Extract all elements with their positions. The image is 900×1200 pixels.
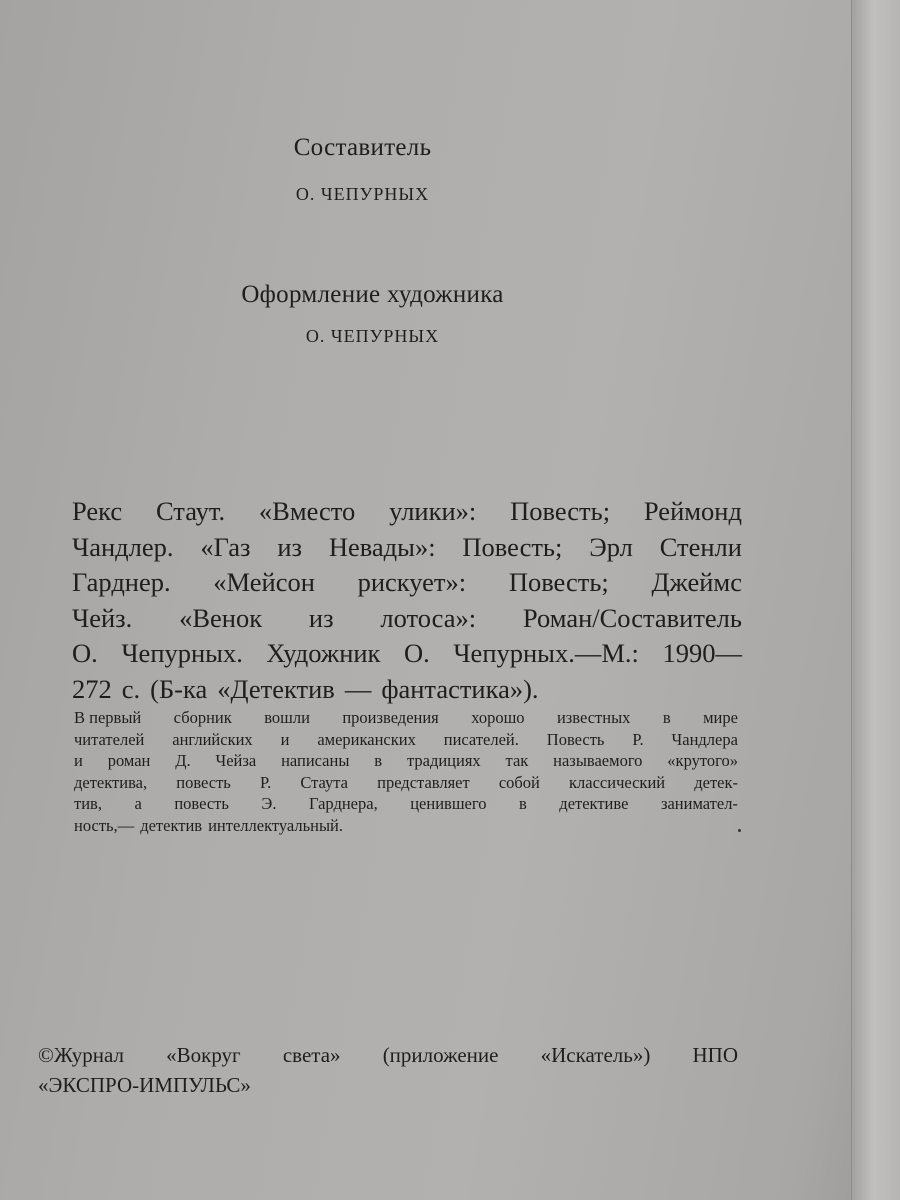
annotation-line-word: Гарднера,	[308, 794, 378, 813]
annotation-line-word: и	[74, 751, 83, 770]
bibliography-line-word: Художник	[266, 638, 381, 668]
bibliography-line-word: из	[308, 602, 334, 633]
bibliography-line-word: Повесть;	[510, 496, 611, 526]
annotation-line	[74, 750, 738, 772]
bibliography-line	[72, 494, 742, 530]
bibliography-line	[72, 601, 742, 637]
bibliography-line-word: «Мейсон	[213, 567, 315, 597]
bibliography-line-word: Чепурных.—М.:	[453, 638, 639, 668]
bibliography-line-word: Стенли	[659, 531, 742, 562]
bibliography-line-word: «Газ	[200, 531, 251, 562]
print-speck	[738, 829, 741, 832]
bibliography-line	[72, 636, 742, 672]
annotation-line-word: так	[505, 751, 529, 770]
design-label: Оформление художника	[241, 281, 504, 308]
annotation-line-word: детектива,	[74, 772, 148, 792]
bibliography-line-word: Невады»:	[328, 531, 436, 562]
bibliography-line-word: лотоса»:	[380, 602, 477, 633]
copyright-line-word: НПО	[692, 1043, 738, 1067]
bibliography-line-word: О.	[72, 638, 98, 668]
copyright-line-word: «Вокруг	[166, 1043, 241, 1067]
bibliography-line-word: —	[344, 673, 372, 704]
copyright-line-word: света»	[282, 1043, 341, 1067]
annotation-line-word: интеллектуальный.	[208, 815, 343, 835]
bibliography-line-word: Стаут.	[155, 496, 226, 526]
copyright-line	[38, 1070, 738, 1100]
annotation-line-word: сборник	[173, 708, 232, 727]
copyright-line-word: ©Журнал	[38, 1043, 124, 1067]
bibliography-line	[72, 672, 742, 708]
copyright-line-word: (приложение	[382, 1043, 499, 1067]
annotation-line	[74, 729, 738, 751]
annotation-line-word: традициях	[406, 751, 481, 770]
annotation-line-word: В первый	[74, 708, 142, 727]
page-edge	[851, 0, 900, 1200]
annotation-line-word: хорошо	[471, 708, 525, 727]
annotation-line-word: вошли	[264, 708, 310, 727]
bibliography-line-word: «Венок	[179, 602, 263, 633]
annotation-line	[74, 772, 738, 794]
annotation	[74, 707, 738, 836]
annotation-line-word: классический	[569, 772, 666, 792]
bibliography-line-word: «Детектив	[217, 673, 335, 704]
annotation-line-word: детективе	[559, 794, 629, 813]
annotation-line-word: известных	[556, 708, 631, 727]
copyright-line-word: «Искатель»)	[540, 1043, 651, 1067]
bibliography-line-word: Чейз.	[72, 602, 133, 633]
copyright-notice	[38, 1040, 738, 1100]
bibliography-line-word: фантастика»).	[381, 673, 539, 704]
bibliography-line-word: О.	[404, 638, 430, 668]
bibliography-line-word: Повесть;	[462, 531, 563, 562]
bibliography-line-word: Гарднер.	[72, 567, 171, 597]
annotation-line-word: тив,	[74, 794, 102, 813]
annotation-line-word: читателей	[74, 729, 145, 749]
annotation-line-word: Повесть	[546, 729, 605, 749]
annotation-line	[74, 815, 738, 837]
copyright-line	[38, 1040, 738, 1070]
annotation-line-word: детек-	[694, 772, 738, 792]
annotation-line-word: ность,—	[74, 815, 135, 835]
annotation-line-word: английских	[172, 729, 253, 749]
annotation-line-word: повесть	[174, 794, 229, 813]
bibliographic-record	[72, 494, 742, 707]
annotation-line-word: роман	[107, 751, 151, 770]
bibliography-line-word: Эрл	[589, 531, 633, 562]
annotation-line-word: и	[280, 729, 290, 749]
bibliography-line	[72, 530, 742, 566]
bibliography-line-word: Роман/Составитель	[522, 602, 742, 633]
annotation-line	[74, 707, 738, 729]
annotation-line-word: в	[518, 794, 527, 813]
compiler-name: О. ЧЕПУРНЫХ	[295, 184, 430, 204]
annotation-line	[74, 793, 738, 815]
bibliography-line-word: из	[277, 531, 302, 562]
bibliography-line-word: Джеймс	[651, 567, 742, 597]
annotation-line-word: детектив	[140, 815, 203, 835]
bibliography-line-word: улики»:	[389, 496, 477, 526]
annotation-line-word: произведения	[342, 708, 439, 727]
bibliography-line-word: Повесть;	[508, 567, 609, 597]
annotation-line-word: собой	[498, 772, 540, 792]
annotation-line-word: в	[374, 751, 383, 770]
annotation-line-word: Стаута	[300, 772, 348, 792]
bibliography-line-word: 1990—	[662, 638, 742, 668]
annotation-line-word: мире	[703, 708, 738, 727]
annotation-line-word: Д.	[175, 751, 191, 770]
annotation-line-word: Чандлера	[671, 729, 738, 749]
annotation-line-word: «крутого»	[667, 751, 738, 770]
bibliography-line-word: рискует»:	[357, 567, 467, 597]
annotation-line-word: написаны	[281, 751, 350, 770]
compiler-label: Составитель	[293, 134, 432, 161]
annotation-line-word: ценившего	[410, 794, 487, 813]
bibliography-line-word: с.	[121, 673, 141, 704]
bibliography-line-word: (Б-ка	[150, 673, 208, 704]
annotation-line-word: Р.	[259, 772, 272, 792]
annotation-line-word: повесть	[176, 772, 231, 792]
annotation-line-word: американских	[317, 729, 416, 749]
design-name: О. ЧЕПУРНЫХ	[305, 326, 440, 346]
annotation-line-word: писателей.	[443, 729, 519, 749]
annotation-line-word: в	[662, 708, 671, 727]
annotation-line-word: занимател-	[660, 794, 738, 813]
bibliography-line-word: Реймонд	[643, 496, 742, 526]
bibliography-line-word: 272	[72, 673, 112, 704]
bibliography-line-word: Чепурных.	[121, 638, 243, 668]
bibliography-line-word: Рекс	[72, 496, 123, 526]
annotation-line-word: Э.	[261, 794, 277, 813]
annotation-line-word: а	[134, 794, 142, 813]
copyright-line-word: «ЭКСПРО-ИМПУЛЬС»	[38, 1073, 251, 1097]
annotation-line-word: Чейза	[215, 751, 257, 770]
annotation-line-word: представляет	[377, 772, 470, 792]
annotation-line-word: называемого	[553, 751, 643, 770]
bibliography-line-word: «Вместо	[258, 496, 356, 526]
annotation-line-word: Р.	[632, 729, 644, 749]
bibliography-line-word: Чандлер.	[72, 531, 174, 562]
bibliography-line	[72, 565, 742, 601]
